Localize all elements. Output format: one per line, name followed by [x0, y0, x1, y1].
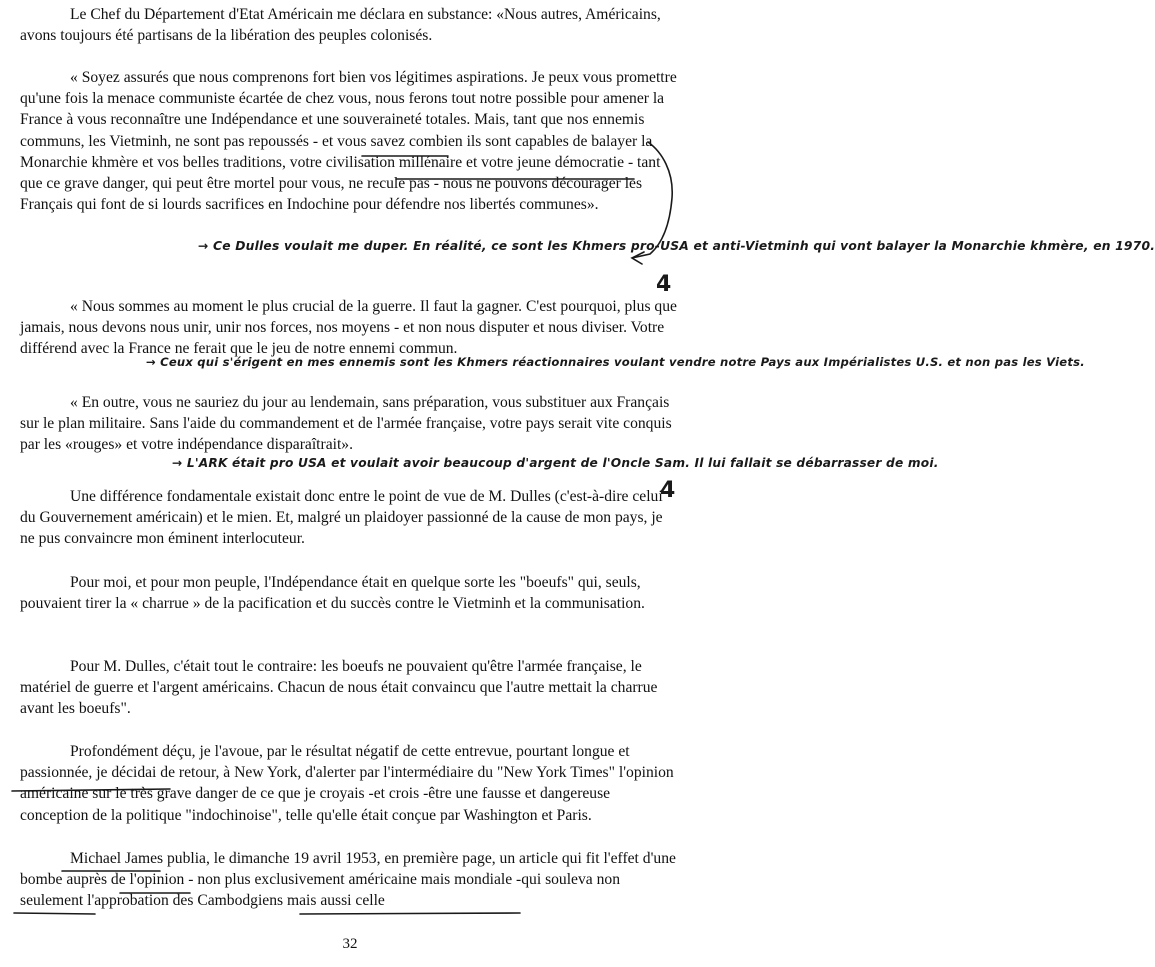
page-number: 32	[342, 936, 358, 952]
paragraph-1: Le Chef du Département d'Etat Américain me déclara en substance: «Nous autres, Américains, avons toujours été partisans de la libération des peuples colonisés.	[20, 6, 661, 45]
paragraph-7: Pour M. Dulles, c'était tout le contraire: les boeufs ne pouvaient qu'être l'armée française, le matériel de guerre et l'argent américains. Chacun de nous était convaincu que l'autre mettait la charrue avant les boeufs".	[20, 658, 658, 718]
margin-mark-1: 4	[656, 272, 672, 297]
paragraph-8: Profondément déçu, je l'avoue, par le résultat négatif de cette entrevue, pourtant longue et passionnée, je décidai de retour, à New York, d'alerter par l'intermédiaire du "New York Times" l'opinion américaine sur le très grave danger de ce que je croyais -et crois -être une fausse et dangereuse conception de la politique "indochinoise", telle qu'elle était conçue par Washington et Paris.	[20, 743, 674, 824]
paragraph-9: Michael James publia, le dimanche 19 avril 1953, en première page, un article qui fit l'effet d'une bombe auprès de l'opinion - non plus exclusivement américaine mais mondiale -qui souleva non seulement l'approbation des Cambodgiens mais aussi celle	[20, 850, 676, 910]
margin-mark-2: 4	[660, 478, 676, 503]
underline-mondiale	[14, 913, 95, 914]
paragraph-5: Une différence fondamentale existait donc entre le point de vue de M. Dulles (c'est-à-dire celui du Gouvernement américain) et le mien. Et, malgré un plaidoyer passionné de la cause de mon pays, je ne pus convaincre mon éminent interlocuteur.	[20, 488, 663, 548]
underline-approbation	[300, 913, 520, 914]
handwritten-annotation-3: → L'ARK était pro USA et voulait avoir beaucoup d'argent de l'Oncle Sam. Il lui fallait se débarrasser de moi.	[172, 456, 939, 470]
handwritten-annotation-2: → Ceux qui s'érigent en mes ennemis sont les Khmers réactionnaires voulant vendre notre Pays aux Impérialistes U.S. et non pas les Viets.	[146, 355, 1085, 369]
handwritten-annotation-1: → Ce Dulles voulait me duper. En réalité, ce sont les Khmers pro-USA et anti-Vietminh qui vont balayer la Monarchie khmère, en 1970.	[198, 239, 1155, 253]
paragraph-4: « En outre, vous ne sauriez du jour au lendemain, sans préparation, vous substituer aux Français sur le plan militaire. Sans l'aide du commandement et de l'armée française, votre pays serait vite conquis par les «rouges» et votre indépendance disparaîtrait».	[20, 394, 672, 454]
paragraph-6: Pour moi, et pour mon peuple, l'Indépendance était en quelque sorte les "boeufs" qui, seuls, pouvaient tirer la « charrue » de la pacification et du succès contre le Vietminh et la communisation.	[20, 574, 645, 613]
paragraph-2: « Soyez assurés que nous comprenons fort bien vos légitimes aspirations. Je peux vous promettre qu'une fois la menace communiste écartée de chez vous, nous ferons tout notre possible pour amener la France à vous reconnaître une Indépendance et une souveraineté totales. Mais, tant que nos ennemis communs, les Vietminh, ne sont pas repoussés - et vous savez combien ils sont capables de balayer la Monarchie khmère et vos belles traditions, votre civilisation millénaire et votre jeune démocratie - tant que ce grave danger, qui peut être mortel pour vous, ne recule pas - nous ne pouvons décourager les Français qui font de si lourds sacrifices en Indochine pour défendre nos libertés communes».	[20, 69, 677, 214]
paragraph-3: « Nous sommes au moment le plus crucial de la guerre. Il faut la gagner. C'est pourquoi, plus que jamais, nous devons nous unir, unir nos forces, nos moyens - et non nous disputer et nous diviser. Votre différend avec la France ne ferait que le jeu de notre ennemi commun.	[20, 298, 677, 358]
